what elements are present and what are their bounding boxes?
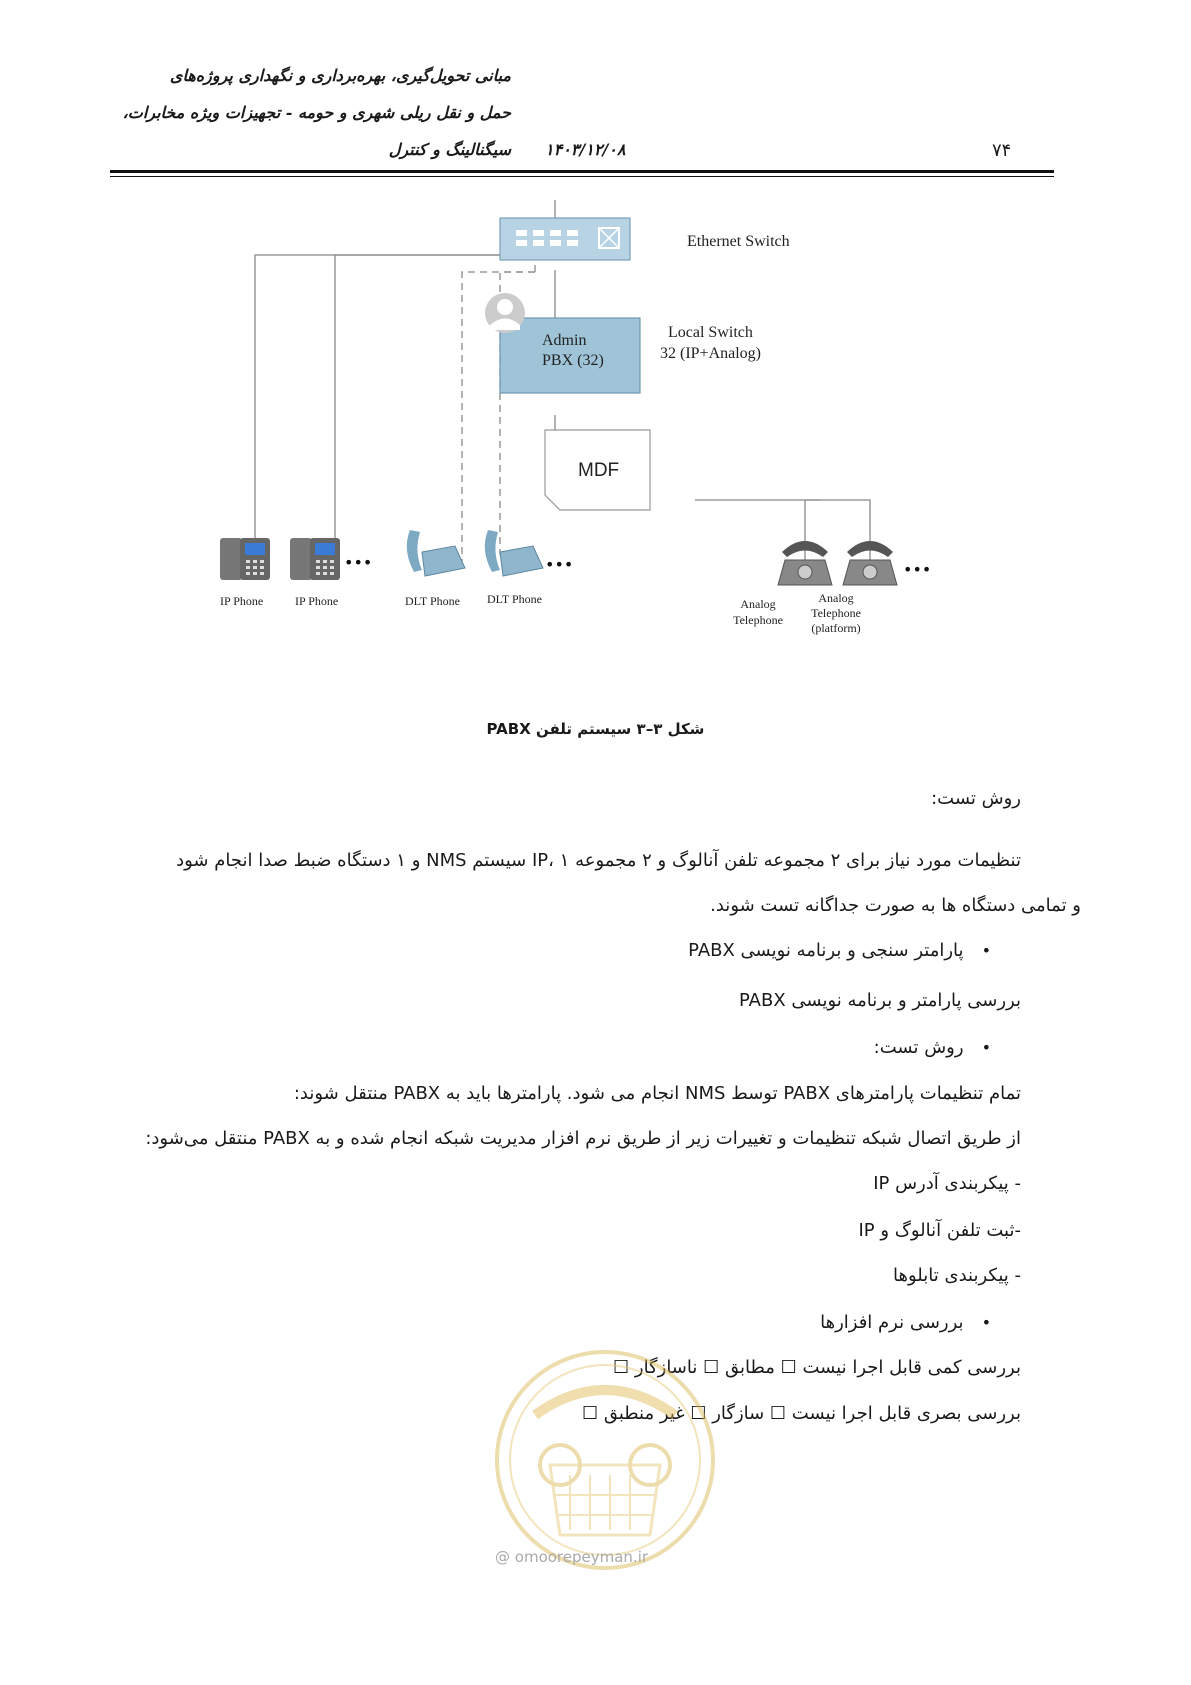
ip-phone-1-label: IP Phone [220, 594, 264, 608]
dlt-phone-ellipsis: ••• [545, 555, 574, 574]
local-switch-label-1: Local Switch [668, 324, 753, 341]
dlt-phone-icon-1 [407, 530, 465, 576]
analog-telephone-2-label-line1: Analog [818, 591, 854, 605]
test-method-heading: روش تست: [931, 788, 1021, 809]
paragraph-parameter-check: بررسی پارامتر و برنامه نویسی PABX [738, 990, 1021, 1011]
item-ip-config: - پیکربندی آدرس IP [873, 1173, 1021, 1194]
header-title-line-2: حمل و نقل ریلی شهری و حومه - تجهیزات ویژه مخابرات، [122, 103, 511, 122]
checklist-visual: بررسی بصری قابل اجرا نیست ☐ سازگار ☐ غیر منطبق ☐ [581, 1403, 1021, 1424]
analog-telephone-2-label-line3: (platform) [811, 621, 861, 635]
item-board-config: - پیکربندی تابلوها [893, 1265, 1021, 1286]
dlt-phone-1-label: DLT Phone [405, 594, 461, 608]
paragraph-network-connection: از طریق اتصال شبکه تنظیمات و تغییرات زیر از طریق نرم افزار مدیریت شبکه انجام شده و به PABX منتقل می‌شود: [145, 1128, 1021, 1149]
watermark-url: @ omoorepeyman.ir [495, 1548, 649, 1566]
analog-telephone-icon-1 [778, 541, 832, 585]
ip-phone-ellipsis: ••• [344, 553, 373, 572]
analog-telephone-1-label-line1: Analog [740, 597, 776, 611]
paragraph-settings-cont: و تمامی دستگاه ها به صورت جداگانه تست شوند. [710, 895, 1081, 916]
analog-telephone-1-label-line2: Telephone [733, 613, 783, 627]
analog-telephone-2-label-line2: Telephone [811, 606, 861, 620]
dlt-phone-icon-2 [485, 530, 543, 576]
local-switch-label-2: 32 (IP+Analog) [660, 345, 762, 362]
header-rule-thick [110, 170, 1054, 173]
paragraph-nms: تمام تنظیمات پارامترهای PABX توسط NMS انجام می شود. پارامترها باید به PABX منتقل شوند: [293, 1083, 1021, 1104]
pabx-diagram [200, 200, 980, 700]
ethernet-switch [500, 218, 630, 260]
mdf-label: MDF [578, 460, 620, 481]
figure-caption: شکل ۳–۳ سیستم تلفن PABX [486, 720, 705, 738]
analog-telephone-icon-2 [843, 541, 897, 585]
paragraph-settings: تنظیمات مورد نیاز برای ۲ مجموعه تلفن آنالوگ و ۲ مجموعه IP، ۱ سیستم NMS و ۱ دستگاه ضبط صدا انجام شود [176, 850, 1021, 871]
admin-label: Admin [542, 332, 587, 349]
dlt-phone-2-label: DLT Phone [487, 592, 543, 606]
page-number: ۷۴ [992, 140, 1012, 161]
header-rule-thin [110, 176, 1054, 177]
ip-phone-icon-1 [220, 538, 270, 580]
ip-phone-icon-2 [290, 538, 340, 580]
bullet-test-method: • روش تست: [874, 1037, 991, 1058]
header-date: ۱۴۰۳/۱۲/۰۸ [545, 140, 626, 159]
checklist-quantitative: بررسی کمی قابل اجرا نیست ☐ مطابق ☐ ناسازگار ☐ [613, 1357, 1021, 1378]
bullet-software-check: • بررسی نرم افزارها [820, 1312, 991, 1333]
header-title-line-3: سیگنالینگ و کنترل [388, 140, 511, 159]
item-phone-registration: -ثبت تلفن آنالوگ و IP [858, 1220, 1021, 1241]
watermark-seal [490, 1345, 720, 1575]
ethernet-switch-label: Ethernet Switch [687, 233, 790, 250]
bullet-parameter-programming: • پارامتر سنجی و برنامه نویسی PABX [688, 940, 991, 961]
header-title-line-1: مبانی تحویل‌گیری، بهره‌برداری و نگهداری پروژه‌های [169, 66, 511, 85]
ip-phone-2-label: IP Phone [295, 594, 339, 608]
pbx-label: PBX (32) [542, 352, 604, 369]
analog-phone-ellipsis: ••• [903, 560, 932, 579]
